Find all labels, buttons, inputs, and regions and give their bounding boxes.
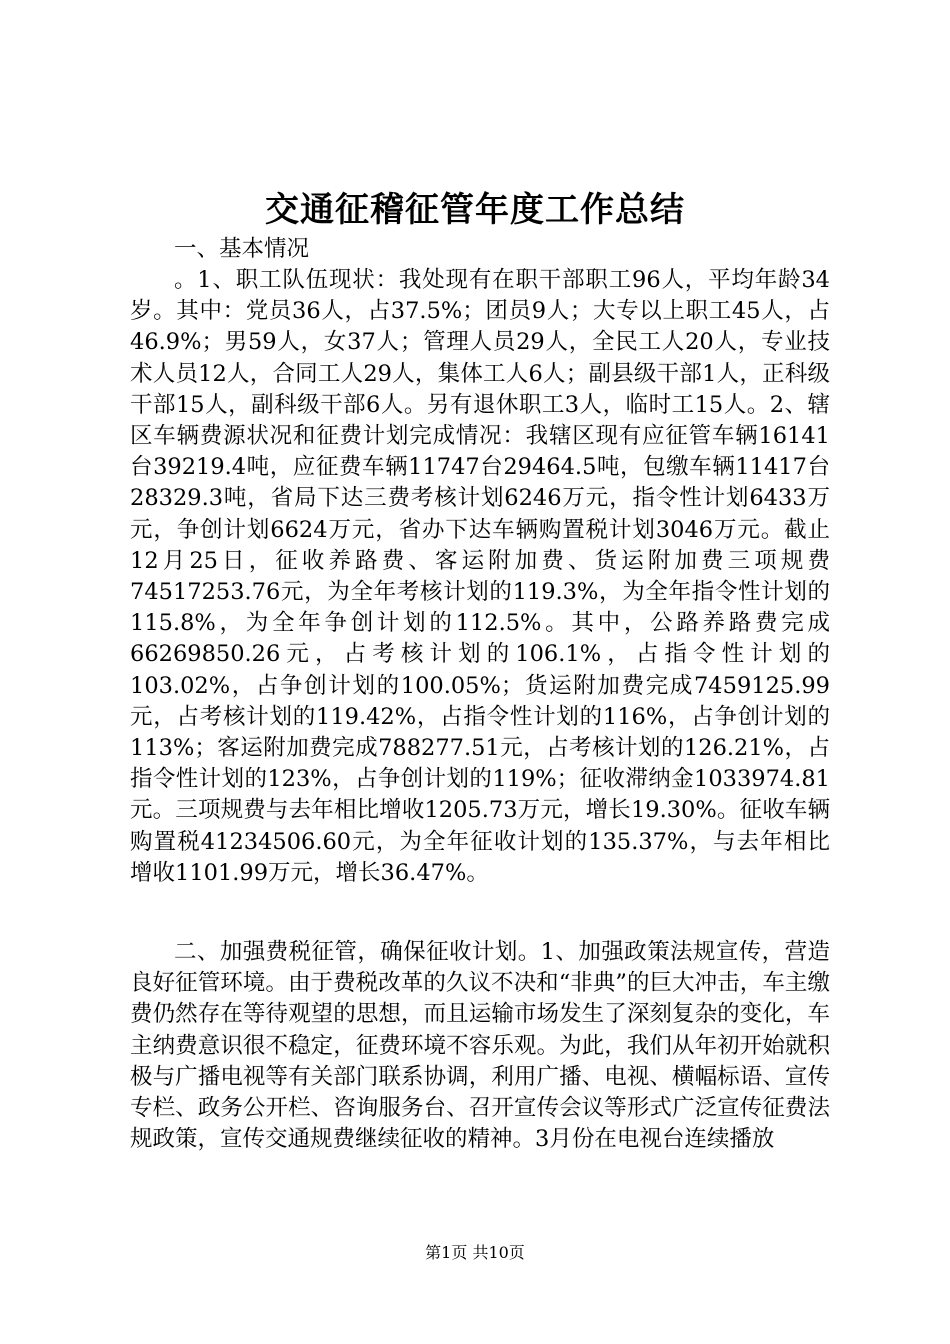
paragraph-basic-situation: 。1、职工队伍现状：我处现有在职干部职工96人，平均年龄34岁。其中：党员36人，占37.5%；团员9人；大专以上职工45人，占46.9%；男59人，女37人；管理人员29人，全民工人20人，专业技术人员12人，合同工人29人，集体工人6人；副县级干部1人，正科级干部15人，副科级干部6人。另有退休职工3人，临时工15人。2、辖区车辆费源状况和征费计划完成情况：我辖区现有应征管车辆16141台39219.4吨，应征费车辆11747台29464.5吨，包缴车辆11417台28329.3吨，省局下达三费考核计划6246万元，指令性计划6433万元，争创计划6624万元，省办下达车辆购置税计划3046万元。截止12月25日，征收养路费、客运附加费、货运附加费三项规费74517253.76元，为全年考核计划的119.3%，为全年指令性计划的115.8%，为全年争创计划的112.5%。其中，公路养路费完成66269850.26元，占考核计划的106.1%，占指令性计划的103.02%，占争创计划的100.05%；货运附加费完成7459125.99元，占考核计划的119.42%，占指令性计划的116%，占争创计划的113%；客运附加费完成788277.51元，占考核计划的126.21%，占指令性计划的123%，占争创计划的119%；征收滞纳金1033974.81元。三项规费与去年相比增收1205.73万元，增长19.30%。征收车辆购置税41234506.60元，为全年征收计划的135.37%，与去年相比增收1101.99万元，增长36.47%。: [130, 267, 830, 886]
document-title: 交通征稽征管年度工作总结: [265, 190, 685, 230]
page-number-footer: 第1页 共10页: [425, 1243, 525, 1262]
section-heading: 一、基本情况: [174, 236, 310, 262]
paragraph-tax-collection: 二、加强费税征管，确保征收计划。1、加强政策法规宣传，营造良好征管环境。由于费税改革的久议不决和“非典”的巨大冲击，车主缴费仍然存在等待观望的思想，而且运输市场发生了深刻复杂的变化，车主纳费意识很不稳定，征费环境不容乐观。为此，我们从年初开始就积极与广播电视等有关部门联系协调，利用广播、电视、横幅标语、宣传专栏、政务公开栏、咨询服务台、召开宣传会议等形式广泛宣传征费法规政策，宣传交通规费继续征收的精神。3月份在电视台连续播放: [130, 939, 830, 1153]
